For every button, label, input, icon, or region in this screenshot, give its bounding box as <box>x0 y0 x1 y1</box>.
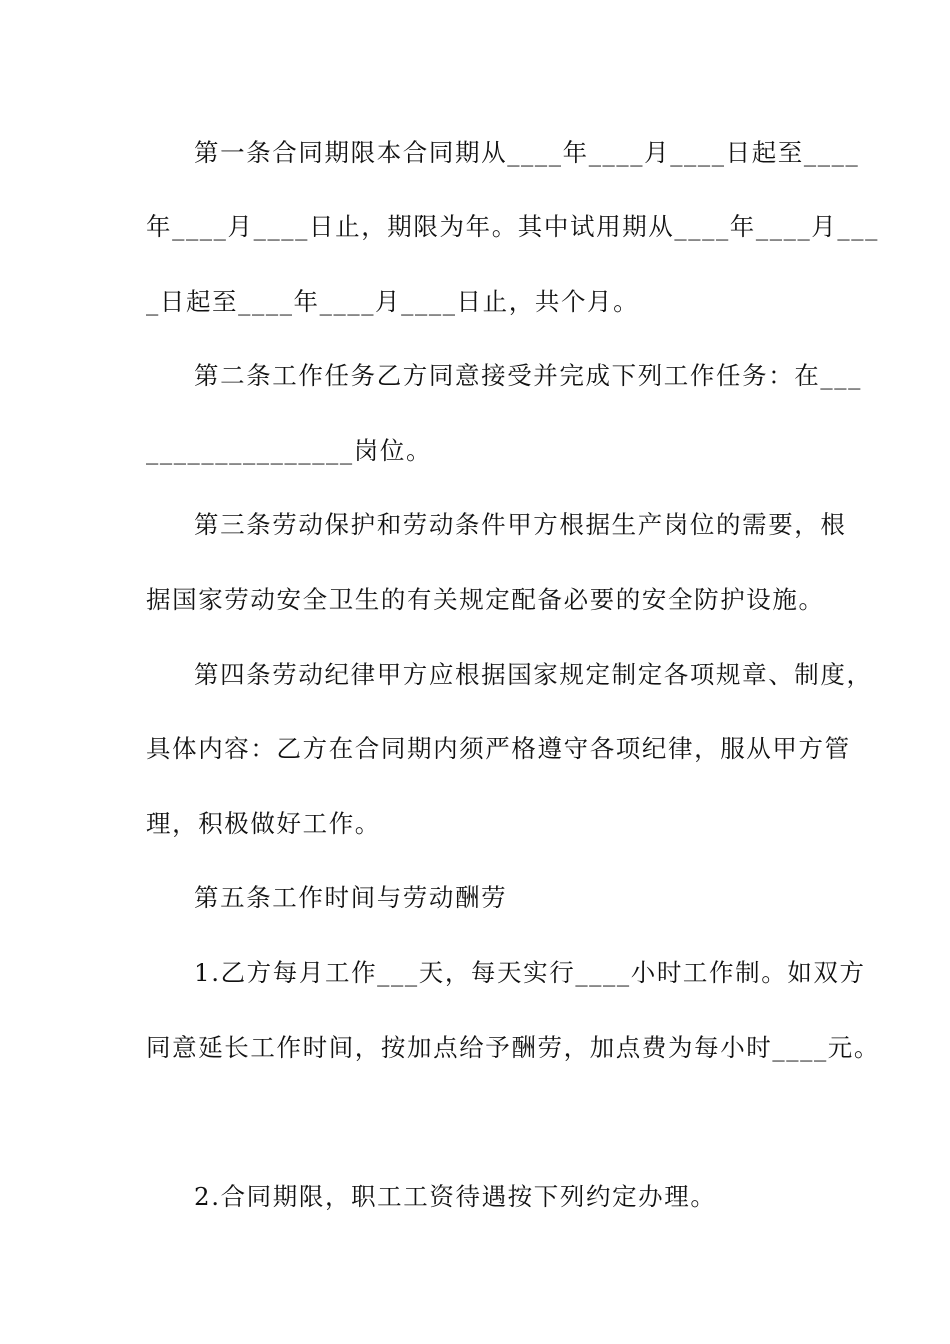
clause-5-item-2-line-1: 2.合同期限，职工工资待遇按下列约定办理。 <box>194 1182 717 1211</box>
clause-5-item-1-line-1: 1.乙方每月工作___天，每天实行____小时工作制。如双方 <box>194 958 866 987</box>
clause-4-line-2: 具体内容：乙方在合同期内须严格遵守各项纪律，服从甲方管 <box>146 734 851 763</box>
clause-2-line-1: 第二条工作任务乙方同意接受并完成下列工作任务：在___ <box>194 361 862 390</box>
clause-2-line-2: _______________岗位。 <box>146 436 433 465</box>
clause-4-line-3: 理，积极做好工作。 <box>146 809 381 838</box>
clause-3-line-1: 第三条劳动保护和劳动条件甲方根据生产岗位的需要，根 <box>194 510 847 539</box>
clause-1-line-3: _日起至____年____月____日止，共个月。 <box>146 287 640 316</box>
clause-3-line-2: 据国家劳动安全卫生的有关规定配备必要的安全防护设施。 <box>146 585 825 614</box>
clause-1-line-1: 第一条合同期限本合同期从____年____月____日起至____ <box>194 138 860 167</box>
clause-5-heading: 第五条工作时间与劳动酬劳 <box>194 883 508 912</box>
clause-4-line-1: 第四条劳动纪律甲方应根据国家规定制定各项规章、制度， <box>194 660 873 689</box>
clause-1-line-2: 年____月____日止，期限为年。其中试用期从____年____月___ <box>146 212 879 241</box>
clause-5-item-1-line-2: 同意延长工作时间，按加点给予酬劳，加点费为每小时____元。 <box>146 1033 880 1062</box>
